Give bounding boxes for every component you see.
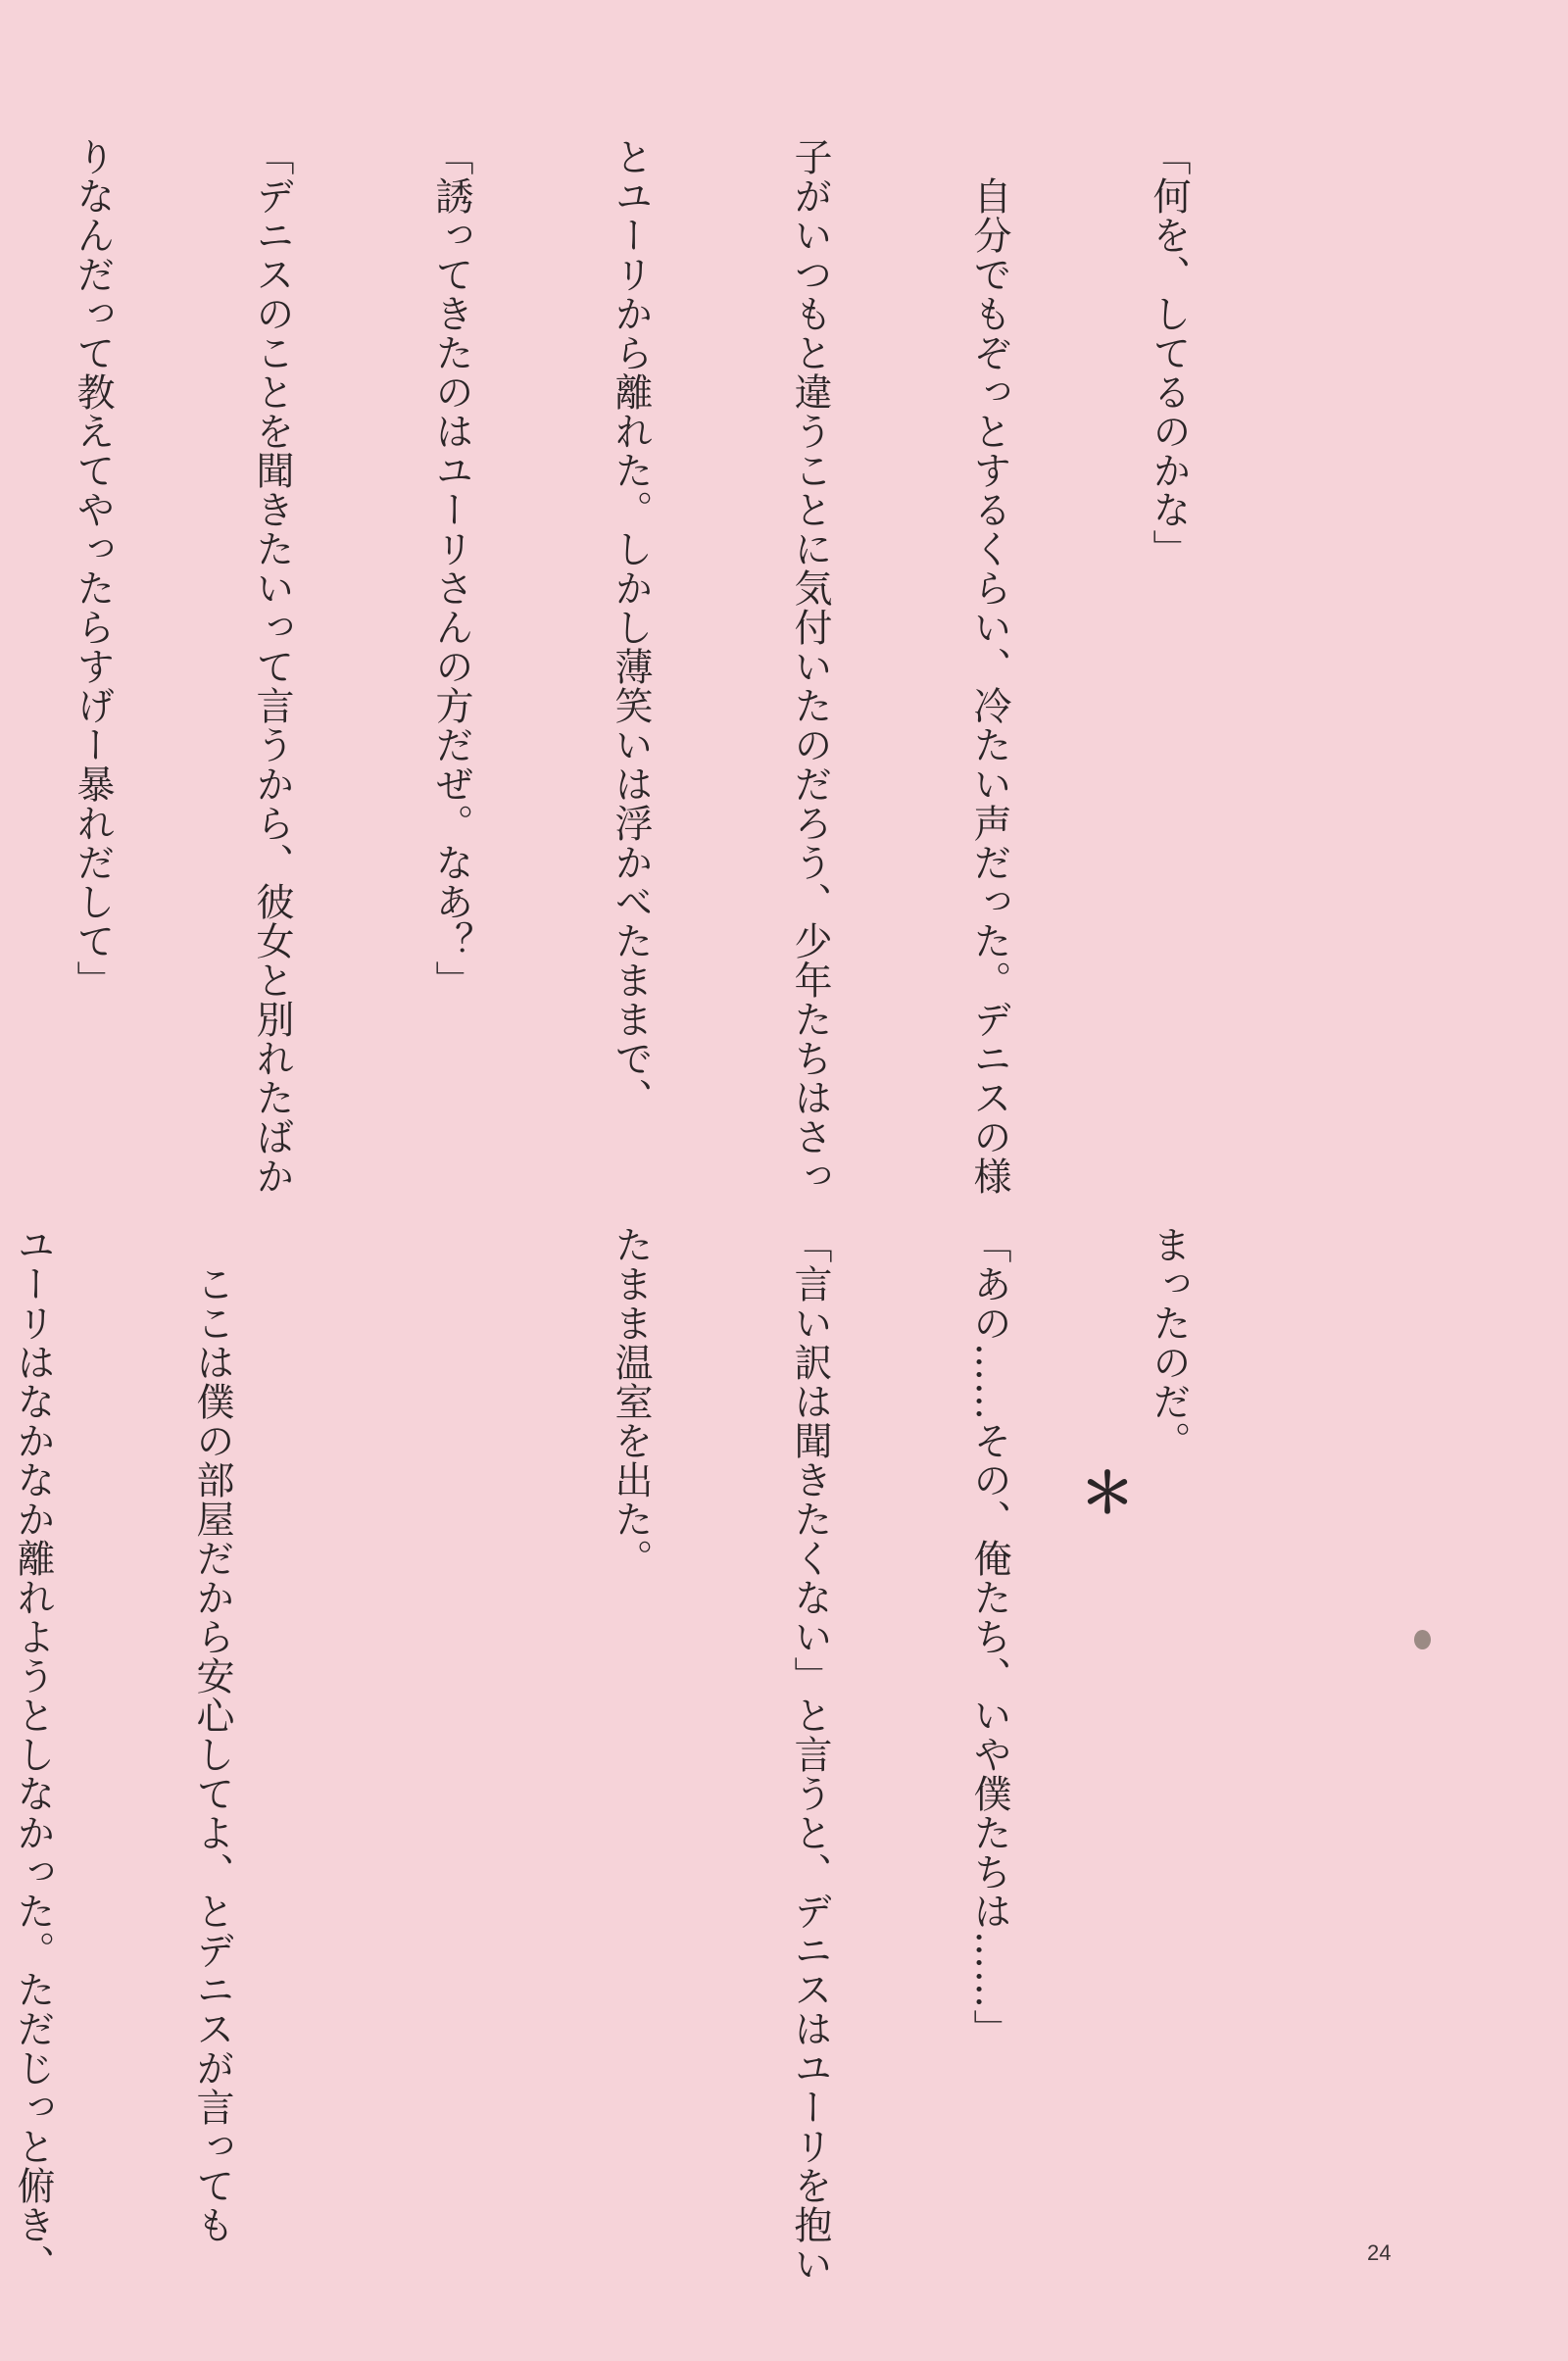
upper-text-block bbox=[0, 137, 1318, 1196]
text-column: 「言い訳は聞きたくない」と言うと、デニスはユーリを抱い bbox=[788, 1225, 832, 2284]
text-column: 子がいつもと違うことに気付いたのだろう、少年たちはさっ bbox=[788, 137, 832, 1196]
lower-text-block bbox=[0, 1225, 1318, 2284]
text-column: ユーリはなかなか離れようとしなかった。ただじっと俯き、 bbox=[11, 1225, 55, 2284]
text-column: とユーリから離れた。しかし薄笑いは浮かべたままで、 bbox=[609, 137, 653, 1117]
text-column: たまま温室を出た。 bbox=[609, 1225, 653, 1578]
text-column: ここは僕の部屋だから安心してよ、とデニスが言っても bbox=[190, 1225, 234, 2244]
page-number: 24 bbox=[1367, 2240, 1392, 2265]
paper-blemish bbox=[1414, 1630, 1431, 1649]
text-column: 「誘ってきたのはユーリさんの方だぜ。なあ？」 bbox=[429, 137, 473, 1000]
text-column: 「デニスのことを聞きたいって言うから、彼女と別れたばか bbox=[250, 137, 294, 1196]
text-column: まったのだ。 bbox=[1147, 1225, 1191, 1460]
text-column: 「何を、してるのかな」 bbox=[1147, 137, 1191, 568]
section-break-asterisk: ＊ bbox=[1080, 1462, 1135, 1526]
text-column: 「あの……その、俺たち、いや僕たちは……」 bbox=[967, 1225, 1011, 2048]
text-column: 自分でもぞっとするくらい、冷たい声だった。デニスの様 bbox=[967, 137, 1011, 1196]
text-column: りなんだって教えてやったらすげー暴れだして」 bbox=[71, 137, 115, 1000]
